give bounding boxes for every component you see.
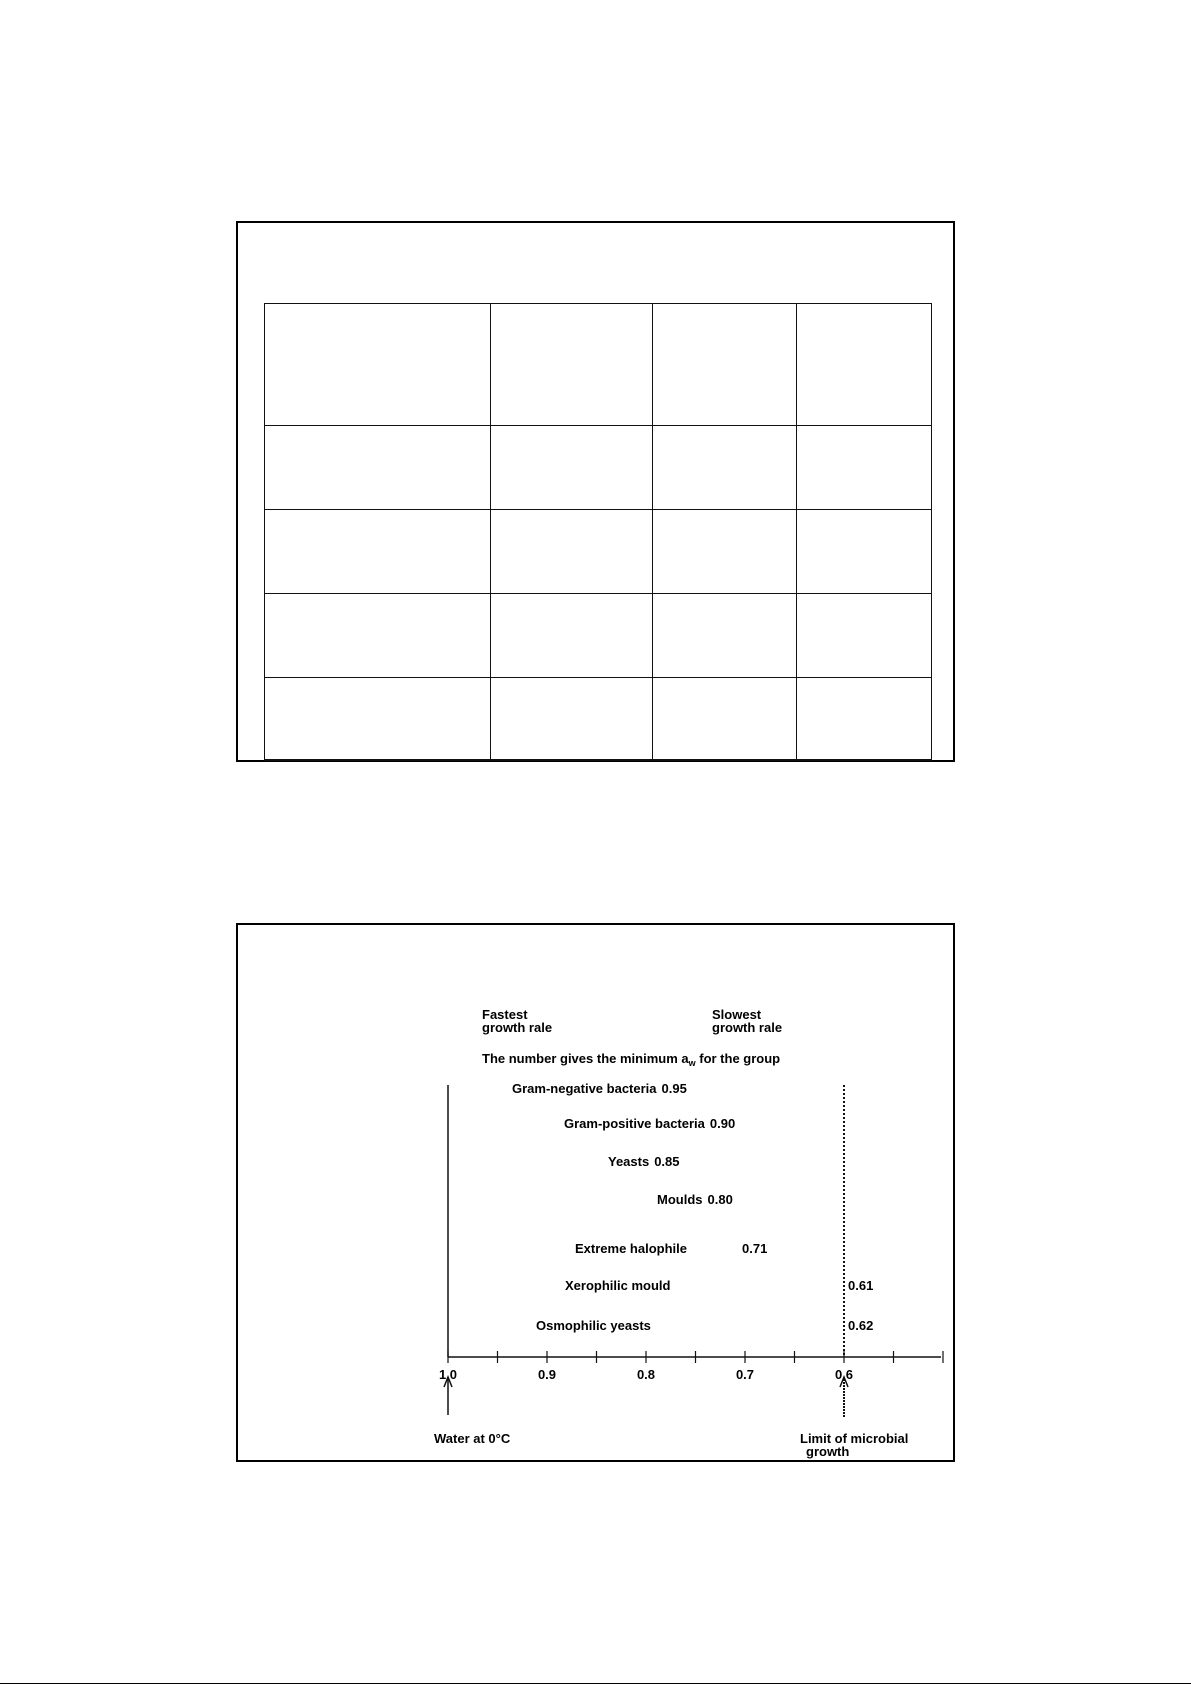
chart-axes xyxy=(439,1085,943,1417)
table-cell xyxy=(652,509,796,593)
chart-caption xyxy=(482,1051,780,1068)
slowest-label-line1: Slowest xyxy=(712,1007,762,1022)
table-cell xyxy=(796,593,932,677)
group-min-aw: 0.62 xyxy=(848,1318,874,1333)
group-name: Osmophilic yeasts xyxy=(536,1318,651,1333)
table-cell xyxy=(796,509,932,593)
page-bottom-rule xyxy=(0,1683,1191,1684)
caption-subscript: w xyxy=(688,1058,696,1068)
table-cell xyxy=(652,425,796,509)
table-cell xyxy=(264,303,490,425)
group-min-aw: 0.90 xyxy=(709,1116,736,1131)
table-cell xyxy=(652,677,796,761)
x-tick-label: 0.6 xyxy=(834,1367,854,1382)
group-labels xyxy=(512,1081,873,1333)
chart-annotations xyxy=(434,1431,908,1459)
group-label xyxy=(564,1116,735,1131)
x-tick-label: 0.8 xyxy=(636,1367,656,1382)
group-name: Yeasts xyxy=(608,1154,650,1169)
group-name: Xerophilic mould xyxy=(565,1278,671,1293)
limit-annotation-line1: Limit of microbial xyxy=(800,1431,909,1446)
table-cell xyxy=(264,509,490,593)
table-cell xyxy=(264,593,490,677)
group-label xyxy=(608,1154,680,1169)
table-cell xyxy=(796,677,932,761)
table-cell xyxy=(264,425,490,509)
water-activity-chart-slide xyxy=(236,923,955,1462)
table-cell xyxy=(652,593,796,677)
group-min-aw: 0.95 xyxy=(661,1081,687,1096)
x-tick-label: 1.0 xyxy=(438,1367,458,1382)
table-slide xyxy=(236,221,955,762)
fastest-label-line2: growth rale xyxy=(482,1020,553,1035)
table-cell xyxy=(490,303,652,425)
group-name: Gram-negative bacteria xyxy=(512,1081,657,1096)
group-name: Moulds xyxy=(657,1192,703,1207)
table-cell xyxy=(264,677,490,761)
slowest-label-line2: growth rale xyxy=(712,1020,783,1035)
table-cell xyxy=(796,303,932,425)
table-cell xyxy=(490,677,652,761)
caption-main: The number gives the minimum a xyxy=(482,1051,689,1066)
table-cell xyxy=(652,303,796,425)
x-tick-label: 0.9 xyxy=(537,1367,557,1382)
group-min-aw: 0.71 xyxy=(742,1241,768,1256)
group-label xyxy=(657,1192,733,1207)
x-tick-label: 0.7 xyxy=(735,1367,755,1382)
group-min-aw: 0.80 xyxy=(707,1192,733,1207)
header-labels xyxy=(482,1007,782,1068)
caption-tail: for the group xyxy=(695,1051,781,1066)
table-cell xyxy=(490,593,652,677)
fastest-label-line1: Fastest xyxy=(482,1007,528,1022)
table-cell xyxy=(490,425,652,509)
group-name: Extreme halophile xyxy=(575,1241,687,1256)
limit-annotation-line2: growth xyxy=(806,1444,850,1459)
table-cell xyxy=(796,425,932,509)
group-min-aw: 0.61 xyxy=(848,1278,874,1293)
group-name: Gram-positive bacteria xyxy=(564,1116,705,1131)
group-min-aw: 0.85 xyxy=(654,1154,680,1169)
table-cell xyxy=(490,509,652,593)
water-annotation: Water at 0°C xyxy=(434,1431,511,1446)
water-activity-chart xyxy=(238,925,953,1460)
group-label xyxy=(512,1081,687,1096)
